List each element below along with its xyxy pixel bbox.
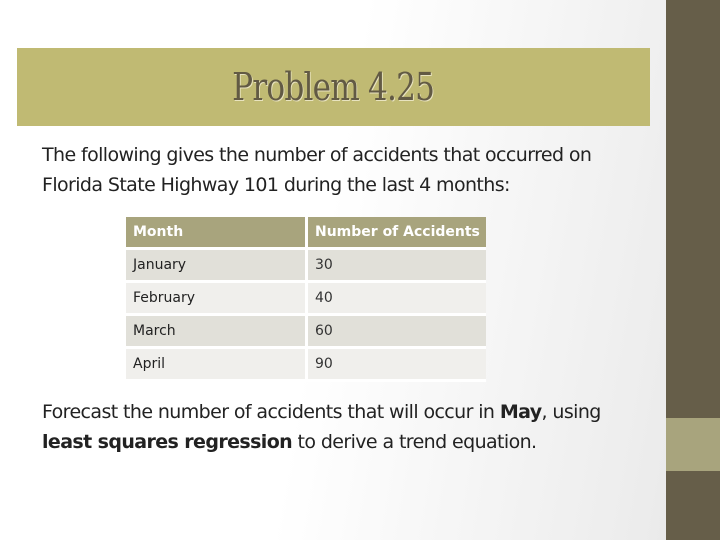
cell-accidents: 60 bbox=[305, 316, 486, 349]
question-bold-may: May bbox=[499, 401, 542, 423]
cell-accidents: 30 bbox=[305, 250, 486, 283]
table-row bbox=[126, 349, 486, 382]
accidents-table bbox=[126, 217, 486, 382]
table-row bbox=[126, 283, 486, 316]
cell-month: February bbox=[126, 283, 305, 316]
cell-month: April bbox=[126, 349, 305, 382]
cell-accidents: 40 bbox=[305, 283, 486, 316]
title-band bbox=[17, 48, 650, 126]
intro-text: The following gives the number of accidents that occurred on Florida State Highway 101 during the last 4 months: bbox=[42, 144, 592, 196]
header-accidents: Number of Accidents bbox=[305, 217, 486, 250]
question-part3: to derive a trend equation. bbox=[292, 431, 537, 453]
header-month: Month bbox=[126, 217, 305, 250]
cell-accidents: 90 bbox=[305, 349, 486, 382]
question-bold-method: least squares regression bbox=[42, 431, 293, 453]
table-header-row bbox=[126, 217, 486, 250]
question-part1: Forecast the number of accidents that will occur in bbox=[42, 401, 500, 423]
table-row bbox=[126, 316, 486, 349]
question-text bbox=[42, 397, 642, 457]
question-part2: , using bbox=[541, 401, 601, 423]
cell-month: January bbox=[126, 250, 305, 283]
side-accent-decoration bbox=[666, 418, 720, 471]
slide-title: Problem 4.25 bbox=[232, 65, 435, 109]
cell-month: March bbox=[126, 316, 305, 349]
table-row bbox=[126, 250, 486, 283]
